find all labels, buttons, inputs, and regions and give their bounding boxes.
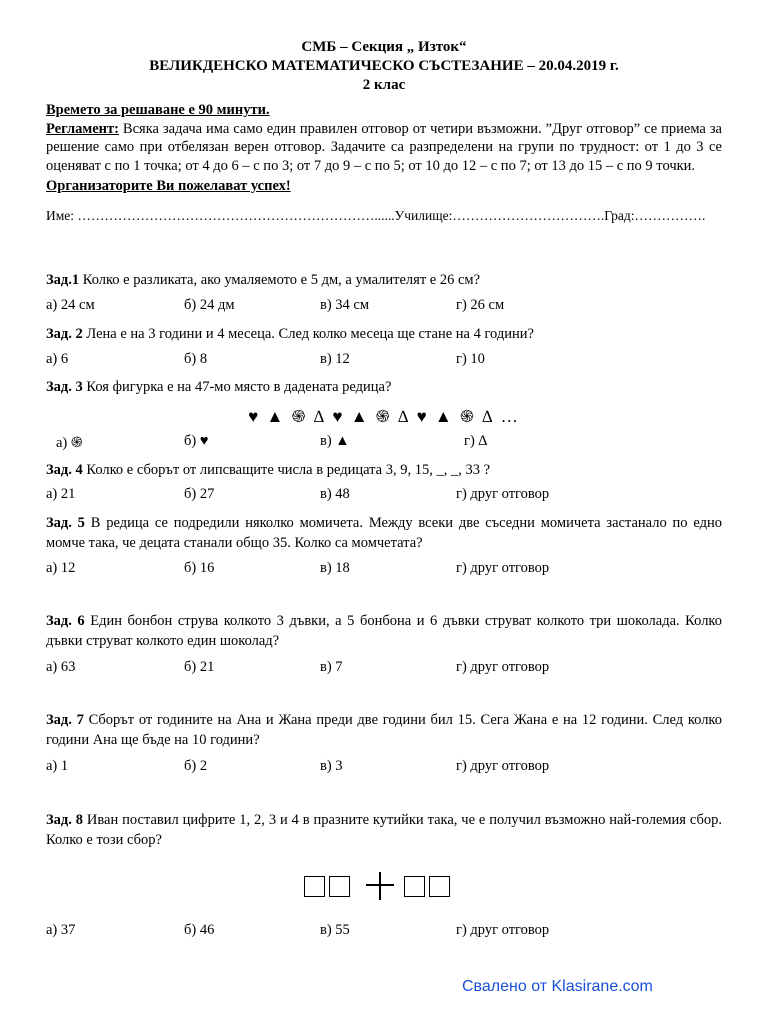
figure-sequence: ♥ ▲ ֍ ∆ ♥ ▲ ֍ ∆ ♥ ▲ ֍ ∆ … <box>248 407 520 426</box>
answer-c: в) 3 <box>320 758 343 774</box>
answers-5 <box>46 560 722 580</box>
name-field: Име: …………………………………………………………...... <box>46 207 395 223</box>
wish: Организаторите Ви пожелават успех! <box>46 178 291 194</box>
answer-b: б) ♥ <box>184 433 209 449</box>
answer-c: в) 18 <box>320 560 350 576</box>
answer-b: б) 16 <box>184 560 215 576</box>
answers-8 <box>46 922 722 942</box>
question-text: Един бонбон струва колкото 3 дъвки, а 5 бонбона и 6 дъвки струват колкото три шоколада. Колко дъвки струват колкото един шоколад? <box>46 613 722 649</box>
answer-b: б) 21 <box>184 659 215 675</box>
question-4 <box>46 460 722 480</box>
city-field: Град:……………. <box>604 207 706 223</box>
question-text: Сборът от годините на Ана и Жана преди две години бил 15. Сега Жана е на 12 години. След колко години Ана ще бъде на 10 години? <box>46 712 722 748</box>
time-note: Времето за решаване е 90 минути. <box>46 102 270 118</box>
answer-b: б) 27 <box>184 486 215 502</box>
question-label: Зад. 7 <box>46 712 84 728</box>
answers-3 <box>46 433 722 453</box>
question-6 <box>46 611 722 651</box>
answer-c: в) 48 <box>320 486 350 502</box>
answer-d: г) друг отговор <box>456 922 550 938</box>
answer-a: а) 63 <box>46 659 76 675</box>
question-2 <box>46 324 722 344</box>
question-text: Коя фигурка е на 47-мо място в дадената редица? <box>82 379 392 395</box>
answers-4 <box>46 486 722 506</box>
answers-7 <box>46 758 722 778</box>
question-text: Колко е сборът от липсващите числа в редицата 3, 9, 15, _, _, 33 ? <box>82 462 491 478</box>
question-5 <box>46 513 722 553</box>
answer-d: г) друг отговор <box>456 560 550 576</box>
exam-sheet <box>46 38 722 224</box>
answer-a: а) 1 <box>46 758 69 774</box>
answer-d: г) друг отговор <box>456 486 550 502</box>
digit-boxes <box>304 871 454 901</box>
answer-d: г) ∆ <box>464 433 488 449</box>
question-label: Зад. 8 <box>46 812 84 828</box>
answer-c: в) 55 <box>320 922 350 938</box>
header-grade: 2 клас <box>362 77 406 93</box>
answer-a: а) 37 <box>46 922 76 938</box>
plus-icon <box>364 871 396 901</box>
question-label: Зад. 6 <box>46 613 85 629</box>
answer-c: в) 7 <box>320 659 343 675</box>
answer-d: г) 26 см <box>456 297 505 313</box>
answer-b: б) 46 <box>184 922 215 938</box>
digit-box <box>404 876 425 897</box>
question-label: Зад. 3 <box>46 379 83 395</box>
digit-box <box>429 876 450 897</box>
answers-1 <box>46 297 722 317</box>
header-org: СМБ – Секция „ Изток“ <box>301 39 467 55</box>
question-3 <box>46 377 722 397</box>
question-7 <box>46 710 722 750</box>
answer-a: а) 24 см <box>46 297 95 313</box>
digit-box <box>329 876 350 897</box>
question-text: В редица се подредили няколко момичета. Между всеки две съседни момичета застанало по едно момче така, че децата станали общо 35. Колко са момчетата? <box>46 515 722 551</box>
digit-box <box>304 876 325 897</box>
answer-d: г) 10 <box>456 351 485 367</box>
answer-a: а) 12 <box>46 560 76 576</box>
answers-6 <box>46 659 722 679</box>
rules-text: Всяка задача има само един правилен отговор от четири възможни. ”Друг отговор” се приема за решение само при отбелязан верен отговор. Задачите са разпределени на групи по трудност: от 1 до 3 се оценяват с по 1 точка; от 4 до 6 – с по 3; от 7 до 9 – с по 5; от 10 до 12 – с по 7; от 13 до 15 – с по 9 точки. <box>46 120 722 174</box>
question-label: Зад. 5 <box>46 515 85 531</box>
header-title: ВЕЛИКДЕНСКО МАТЕМАТИЧЕСКО СЪСТЕЗАНИЕ – 20.04.2019 г. <box>149 58 619 74</box>
question-label: Зад.1 <box>46 272 80 288</box>
source-footer[interactable]: Свалено от Klasirane.com <box>462 978 653 995</box>
rules <box>46 120 722 176</box>
rules-label: Регламент: <box>46 120 119 137</box>
question-label: Зад. 4 <box>46 462 83 478</box>
answer-a: а) 6 <box>46 351 69 367</box>
answer-a: а) 21 <box>46 486 76 502</box>
answer-d: г) друг отговор <box>456 758 550 774</box>
answer-c: в) 34 см <box>320 297 370 313</box>
question-1 <box>46 270 722 290</box>
answer-c: в) ▲ <box>320 433 350 449</box>
answer-c: в) 12 <box>320 351 350 367</box>
question-text: Колко е разликата, ако умаляемото е 5 дм, а умалителят е 26 см? <box>79 272 481 288</box>
answer-d: г) друг отговор <box>456 659 550 675</box>
answer-b: б) 24 дм <box>184 297 235 313</box>
answers-2 <box>46 351 722 371</box>
question-text: Иван поставил цифрите 1, 2, 3 и 4 в празните кутийки така, че е получил възможно най-големия сбор. Колко е този сбор? <box>46 812 722 848</box>
answer-b: б) 8 <box>184 351 208 367</box>
question-label: Зад. 2 <box>46 326 83 342</box>
question-text: Лена е на 3 години и 4 месеца. След колко месеца ще стане на 4 години? <box>82 326 534 342</box>
answer-b: б) 2 <box>184 758 208 774</box>
answer-a: а) ֍ <box>56 435 83 451</box>
id-line <box>46 208 722 224</box>
question-8 <box>46 810 722 850</box>
intro <box>46 101 722 196</box>
school-field: Училище:……………………………. <box>394 207 605 223</box>
